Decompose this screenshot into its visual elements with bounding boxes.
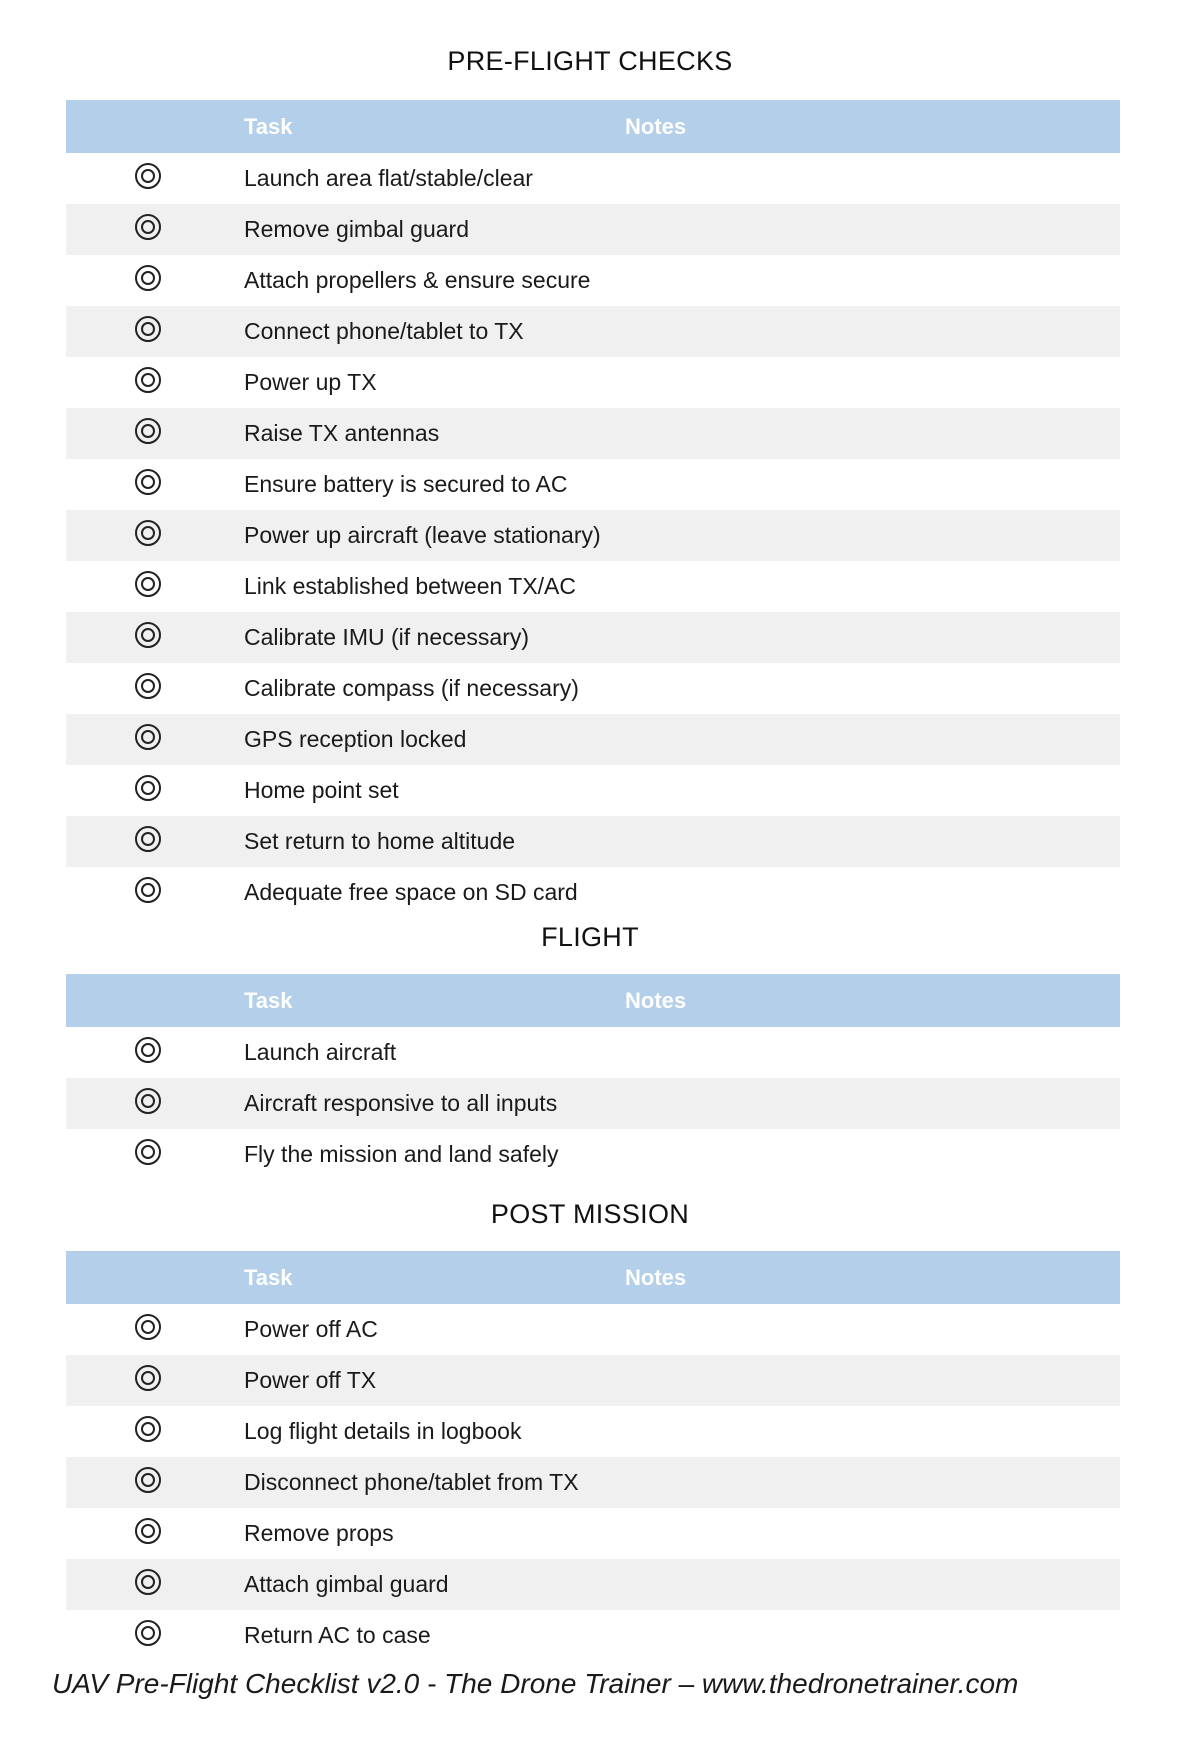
table-row: [66, 357, 1120, 408]
table-row: [66, 1457, 1120, 1508]
table-body: [66, 153, 1120, 918]
checkbox-circle-icon[interactable]: [135, 775, 161, 801]
task-label: Power up aircraft (leave stationary): [244, 522, 601, 548]
section-title-post-mission: POST MISSION: [490, 1199, 690, 1229]
task-label: Power up TX: [244, 369, 377, 395]
task-label: Launch area flat/stable/clear: [244, 165, 533, 191]
checkbox-circle-icon[interactable]: [135, 520, 161, 546]
task-label: GPS reception locked: [244, 726, 467, 752]
table-row: [66, 1406, 1120, 1457]
task-label: Aircraft responsive to all inputs: [244, 1090, 558, 1116]
table-row: [66, 510, 1120, 561]
task-label: Remove gimbal guard: [244, 216, 470, 242]
table-header: [66, 100, 1120, 153]
table-row: [66, 1078, 1120, 1129]
footer-text: UAV Pre-Flight Checklist v2.0 - The Drone Trainer – www.thedronetrainer.com: [52, 1668, 1019, 1699]
checkbox-circle-icon[interactable]: [135, 1416, 161, 1442]
task-label: Calibrate compass (if necessary): [244, 675, 579, 701]
table-row: [66, 204, 1120, 255]
task-label: Disconnect phone/tablet from TX: [244, 1469, 579, 1495]
table-row: [66, 816, 1120, 867]
task-label: Power off TX: [244, 1367, 377, 1393]
table-row: [66, 255, 1120, 306]
column-header-task: Task: [244, 988, 293, 1013]
column-header-notes: Notes: [625, 114, 687, 139]
post-mission-table: [66, 1251, 1120, 1661]
checkbox-circle-icon[interactable]: [135, 571, 161, 597]
table-row: [66, 867, 1120, 918]
table-row: [66, 612, 1120, 663]
column-header-task: Task: [244, 1265, 293, 1290]
section-title-pre-flight: PRE-FLIGHT CHECKS: [447, 46, 733, 76]
checkbox-circle-icon[interactable]: [135, 1518, 161, 1544]
checkbox-circle-icon[interactable]: [135, 1365, 161, 1391]
task-label: Log flight details in logbook: [244, 1418, 522, 1444]
checkbox-circle-icon[interactable]: [135, 1037, 161, 1063]
checkbox-circle-icon[interactable]: [135, 163, 161, 189]
table-row: [66, 714, 1120, 765]
task-label: Connect phone/tablet to TX: [244, 318, 524, 344]
table-row: [66, 153, 1120, 204]
task-label: Home point set: [244, 777, 399, 803]
checkbox-circle-icon[interactable]: [135, 418, 161, 444]
checkbox-circle-icon[interactable]: [135, 367, 161, 393]
checkbox-circle-icon[interactable]: [135, 1620, 161, 1646]
table-row: [66, 1027, 1120, 1078]
table-row: [66, 1559, 1120, 1610]
table-row: [66, 408, 1120, 459]
section-title-flight: FLIGHT: [541, 922, 639, 952]
checkbox-circle-icon[interactable]: [135, 1467, 161, 1493]
table-body: [66, 1304, 1120, 1661]
table-row: [66, 663, 1120, 714]
task-label: Launch aircraft: [244, 1039, 397, 1065]
task-label: Set return to home altitude: [244, 828, 516, 854]
checkbox-circle-icon[interactable]: [135, 1314, 161, 1340]
checkbox-circle-icon[interactable]: [135, 826, 161, 852]
task-label: Fly the mission and land safely: [244, 1141, 559, 1167]
checkbox-circle-icon[interactable]: [135, 877, 161, 903]
column-header-notes: Notes: [625, 1265, 687, 1290]
task-label: Return AC to case: [244, 1622, 431, 1648]
checkbox-circle-icon[interactable]: [135, 214, 161, 240]
table-row: [66, 765, 1120, 816]
checkbox-circle-icon[interactable]: [135, 469, 161, 495]
table-header: [66, 974, 1120, 1027]
flight-table: [66, 974, 1120, 1180]
checkbox-circle-icon[interactable]: [135, 1139, 161, 1165]
table-row: [66, 1304, 1120, 1355]
checkbox-circle-icon[interactable]: [135, 622, 161, 648]
pre-flight-table: [66, 100, 1120, 918]
table-row: [66, 561, 1120, 612]
table-body: [66, 1027, 1120, 1180]
task-label: Attach propellers & ensure secure: [244, 267, 591, 293]
checkbox-circle-icon[interactable]: [135, 673, 161, 699]
checkbox-circle-icon[interactable]: [135, 1569, 161, 1595]
table-header: [66, 1251, 1120, 1304]
task-label: Remove props: [244, 1520, 394, 1546]
table-row: [66, 1610, 1120, 1661]
task-label: Calibrate IMU (if necessary): [244, 624, 530, 650]
column-header-task: Task: [244, 114, 293, 139]
task-label: Raise TX antennas: [244, 420, 440, 446]
table-row: [66, 1508, 1120, 1559]
checkbox-circle-icon[interactable]: [135, 265, 161, 291]
task-label: Attach gimbal guard: [244, 1571, 449, 1597]
checkbox-circle-icon[interactable]: [135, 1088, 161, 1114]
column-header-notes: Notes: [625, 988, 687, 1013]
table-row: [66, 459, 1120, 510]
checkbox-circle-icon[interactable]: [135, 724, 161, 750]
task-label: Link established between TX/AC: [244, 573, 576, 599]
task-label: Power off AC: [244, 1316, 378, 1342]
table-row: [66, 1129, 1120, 1180]
table-row: [66, 306, 1120, 357]
task-label: Ensure battery is secured to AC: [244, 471, 568, 497]
checkbox-circle-icon[interactable]: [135, 316, 161, 342]
table-row: [66, 1355, 1120, 1406]
task-label: Adequate free space on SD card: [244, 879, 578, 905]
